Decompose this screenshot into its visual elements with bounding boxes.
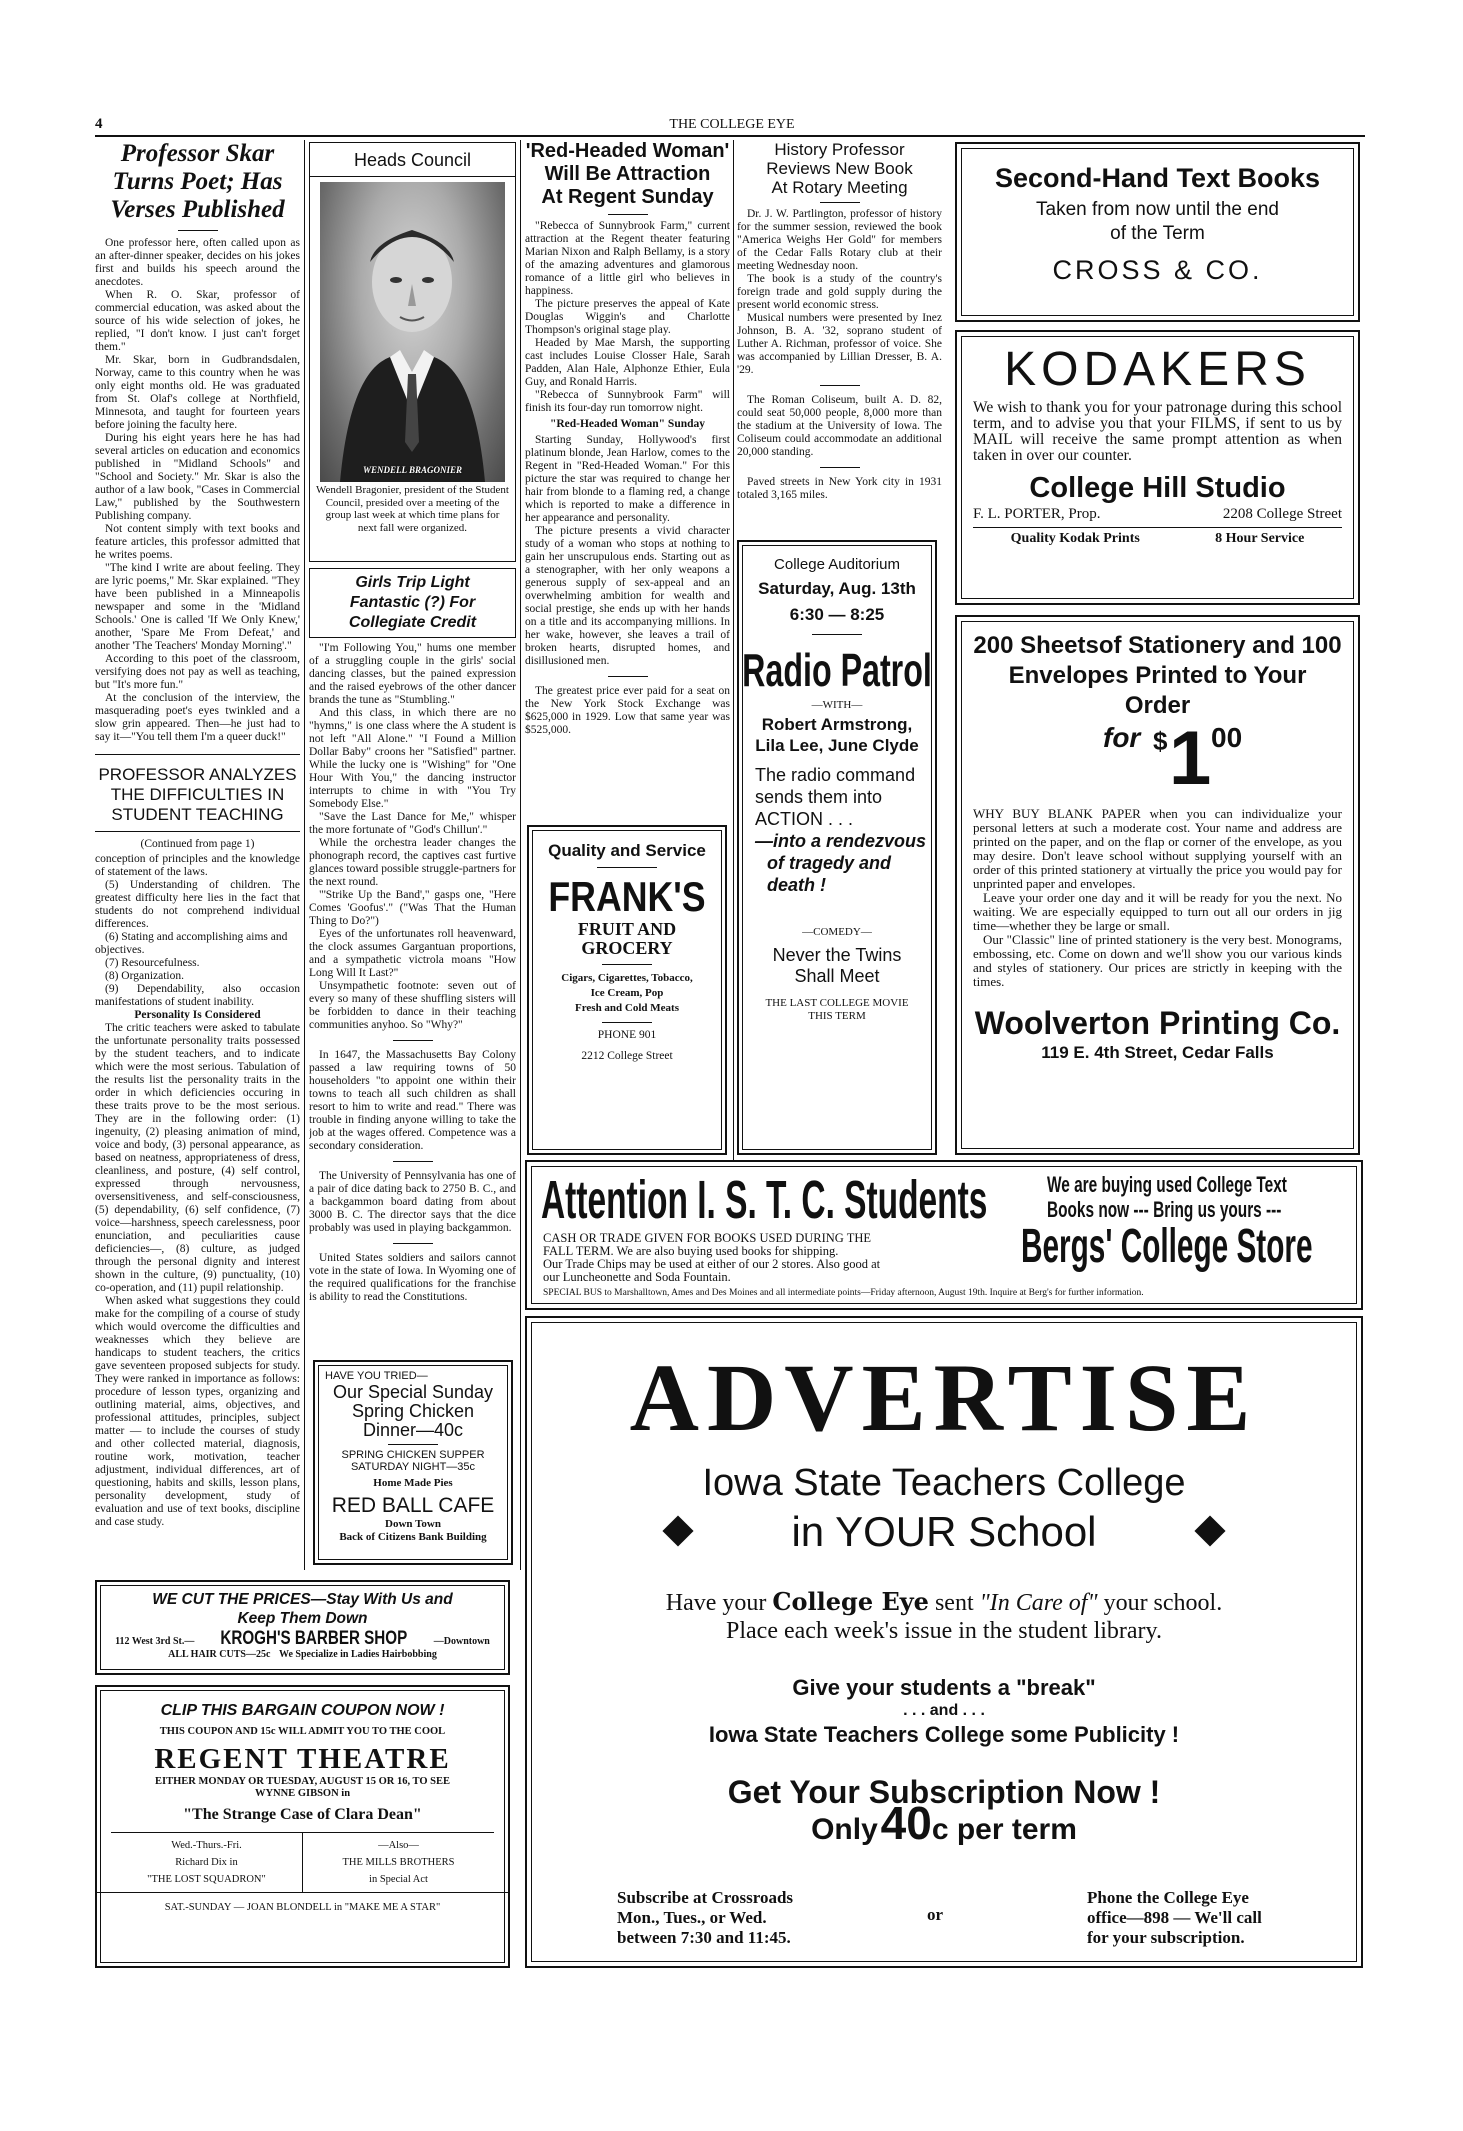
skar-headline-1: Professor Skar [120, 140, 275, 167]
history-headline-3: At Rotary Meeting [771, 178, 908, 197]
woolverton-price-cents: 00 [1211, 722, 1243, 753]
analyzes-item: conception of principles and the knowledge of statement of the laws. [95, 853, 300, 878]
bergs-cash-4: Our Trade Chips may be used at either of our 2 stores. Also good at [543, 1257, 881, 1271]
analyzes-headline-3: STUDENT TEACHING [111, 805, 284, 824]
bergs-cash-3: We are also buying used books for shipping. [616, 1244, 839, 1258]
advertise-care-2: sent [934, 1590, 974, 1616]
cross-line-1: Taken from now until the end [1036, 199, 1279, 220]
auditorium-tagline-3: ACTION . . . [755, 809, 854, 829]
column-rule [733, 140, 734, 1160]
analyzes-item: (9) Dependability, also occasion manifestations of student inability. [95, 983, 300, 1008]
skar-paragraph: One professor here, often called upon as an after-dinner speaker, decides on his jokes first and builds his speech around the anecdotes. [95, 237, 300, 288]
advertise-sub-right-3: for your subscription. [1087, 1928, 1245, 1947]
analyzes-item: (7) Resourcefulness. [105, 957, 200, 969]
redhead-headline-1: 'Red-Headed Woman' [525, 140, 730, 162]
red-ball-special-2: Spring Chicken [351, 1401, 475, 1421]
regent-film: "The Strange Case of Clara Dean" [183, 1806, 422, 1823]
redhead-paragraph-2: The picture presents a vivid character study of a woman who stops at nothing to gain her unscrupulous ends. Starting out as a stenographer, with her only weapons a generous supply of sex-appeal and an overwhelming ambition for wealth and social prestige, she ends up with her hands on a title and its accompanying millions. In her wake, however, she leaves a trail of broken hearts, disrupted homes, and disillusioned men. [525, 525, 730, 667]
auditorium-tagline-it-1: —into a rendezvous [755, 831, 927, 851]
regent-left-1: Wed.-Thurs.-Fri. [171, 1840, 242, 1851]
kodakers-prop: F. L. PORTER, Prop. [973, 506, 1101, 522]
franks-name: FRANK'S [548, 873, 706, 920]
analyzes-continued: (Continued from page 1) [140, 838, 255, 850]
redhead-headline-2: Will Be Attraction [544, 163, 711, 185]
krogh-special: We Specialize in Ladies Hairbobbing [279, 1649, 437, 1660]
regent-right-1: —Also— [378, 1840, 419, 1851]
kodakers-studio: College Hill Studio [1029, 472, 1286, 504]
franks-ad [527, 825, 727, 1155]
girls-paragraph: While the orchestra leader changes the phonograph record, the captives cast furtive glances toward possible struggle-partners for the next round. [309, 837, 516, 888]
advertise-line-2: in YOUR School [791, 1508, 1097, 1555]
advertise-per: c per term [931, 1813, 1077, 1846]
advertise-sub-left-1: Subscribe at Crossroads [617, 1888, 794, 1907]
skar-article [95, 140, 300, 1570]
advertise-title: ADVERTISE [629, 1344, 1259, 1451]
page-number: 4 [95, 116, 103, 132]
auditorium-comedy-title-2: Shall Meet [794, 966, 880, 986]
advertise-care-it: "In Care of" [979, 1590, 1098, 1616]
krogh-name: KROGH'S BARBER SHOP [220, 1628, 408, 1649]
girls-headline-3: Collegiate Credit [348, 614, 477, 631]
cross-company: CROSS & CO. [1052, 255, 1263, 285]
red-ball-pies: Home Made Pies [373, 1477, 453, 1489]
girls-paragraph: Unsympathetic footnote: seven out of every so many of these shuffling sisters will be forbidden to dance in their teaching communities anyhoo. So "Why?" [309, 980, 516, 1031]
skar-headline-2: Turns Poet; Has [112, 168, 283, 195]
cross-ad [955, 142, 1360, 322]
cross-line-2: of the Term [1110, 223, 1205, 244]
kodakers-title: KODAKERS [1004, 343, 1311, 396]
regent-either-1: EITHER MONDAY OR TUESDAY, AUGUST 15 OR 16, TO SEE [155, 1776, 450, 1787]
diamond-icon [1194, 1515, 1225, 1546]
red-ball-ad [313, 1360, 513, 1565]
advertise-price: 40 [880, 1797, 932, 1849]
auditorium-with: —WITH— [811, 699, 863, 711]
regent-right-2: THE MILLS BROTHERS [342, 1857, 455, 1868]
franks-slogan: Quality and Service [548, 841, 706, 860]
auditorium-cast-2: Lila Lee, June Clyde [755, 736, 919, 755]
franks-sub-2: GROCERY [581, 938, 673, 958]
diamond-icon [662, 1515, 693, 1546]
analyzes-headline-1: PROFESSOR ANALYZES [98, 765, 297, 784]
redhead-paragraph-2: Starting Sunday, Hollywood's first platinum blonde, Jean Harlow, comes to the Regent in "Red-Headed Woman." For this picture the star was required to change her hair from blonde to a flaming red, a change which is reported to make a difference in her appearance and personality. [525, 434, 730, 524]
column-rule [304, 140, 305, 1570]
history-paragraph: Musical numbers were presented by Inez Johnson, B. A. '32, soprano student of Luther A. Richman, professor of voice. She was accompanied by Lillian Dresser, B. A. '29. [737, 312, 942, 376]
redhead-paragraph: Headed by Mae Marsh, the supporting cast includes Louise Closser Hale, Sarah Padden, Alan Hale, Alphonze Ethier, Eula Guy, and Ronald Harris. [525, 337, 730, 388]
auditorium-last-2: THIS TERM [808, 1010, 866, 1022]
red-ball-location-2: Back of Citizens Bank Building [339, 1531, 487, 1543]
auditorium-cast-1: Robert Armstrong, [761, 715, 913, 734]
krogh-headline-2: Keep Them Down [237, 1610, 368, 1627]
skar-paragraph: Mr. Skar, born in Gudbrandsdalen, Norway, came to this country when he was only eight months old. He was graduated from St. Olaf's college at Northfield, Minnesota, and taught for fourteen years before joining the faculty here. [95, 354, 300, 431]
advertise-care-1: Have your [665, 1590, 767, 1616]
analyzes-item: (6) Stating and accomplishing aims and objectives. [95, 931, 288, 956]
girls-paragraph: "Save the Last Dance for Me," whisper the more fortunate of "God's Chillun'." [309, 811, 516, 836]
advertise-sub-right-1: Phone the College Eye [1087, 1888, 1249, 1907]
skar-headline-3: Verses Published [110, 196, 285, 223]
advertise-publicity: Iowa State Teachers College some Publicity ! [708, 1722, 1180, 1747]
auditorium-time: 6:30 — 8:25 [789, 605, 885, 624]
auditorium-tagline-it-3: death ! [767, 875, 827, 895]
auditorium-venue: College Auditorium [774, 556, 900, 573]
bergs-attention: Attention I. S. T. C. Students [541, 1170, 988, 1230]
girls-paragraph: And this class, in which there are no "hymns," is one class where the A student is not left "All Alone." "I Found a Million Dollar Baby" croons her "Satisfied" partner. While the lucky one is "Wishing" for "One Hour With You," the dancing instructor interrupts to chime in with "You Try Somebody Else." [309, 707, 516, 810]
franks-address: 2212 College Street [581, 1050, 673, 1062]
history-headline-1: History Professor [774, 140, 905, 159]
header-rule [95, 135, 1365, 137]
streets-note: Paved streets in New York city in 1931 totaled 3,165 miles. [737, 476, 942, 501]
history-headline-2: Reviews New Book [766, 159, 913, 178]
advertise-care-3: your school. [1103, 1590, 1223, 1616]
analyzes-subhead: Personality Is Considered [134, 1009, 261, 1021]
krogh-cuts: ALL HAIR CUTS—25c [168, 1649, 271, 1660]
skar-paragraph: During his eight years here he has had several articles on education and economics published in "Midland Schools" and "School and Society." Mr. Skar is also the author of a law book, "Cases in Commercial Law," published by the Southwestern Publishing company. [95, 432, 300, 522]
woolverton-paragraph: Leave your order one day and it will be ready for you the next. No waiting. We are especially equipped to turn out all our orders in jig time—whether they be large or small. [973, 890, 1342, 933]
girls-headline-2: Fantastic (?) For [349, 594, 476, 611]
regent-sat: SAT.-SUNDAY — JOAN BLONDELL in "MAKE ME A STAR" [97, 1892, 508, 1914]
auditorium-tagline-2: sends them into [755, 787, 883, 807]
skar-paragraph: At the conclusion of the interview, the masquerading poet's eyes twinkled and a slow grin appeared. Then—he just had to say it—"You tell them I'm a queer duck!" [95, 692, 300, 743]
auditorium-tagline-it-2: of tragedy and [767, 853, 892, 873]
advertise-eye: College Eye [772, 1587, 929, 1616]
auditorium-comedy-title-1: Never the Twins [772, 945, 902, 965]
woolverton-price-big: 1 [1169, 716, 1212, 801]
krogh-ad [95, 1580, 510, 1675]
redhead-paragraph: "Rebecca of Sunnybrook Farm" will finish its four-day run tomorrow night. [525, 389, 730, 414]
girls-headline-box [309, 568, 516, 638]
girls-paragraph: Eyes of the unfortunates roll heavenward, the clock assumes Gargantuan proportions, and a sympathetic victrola moans "How Long Will It Last?" [309, 928, 516, 979]
regent-coupon [95, 1685, 510, 1968]
advertise-get: Get Your Subscription Now ! [727, 1774, 1161, 1810]
analyzes-paragraph: The critic teachers were asked to tabulate the unfortunate personality traits possessed by the student teachers, and to indicate which were the most serious. Tabulation of the results list the personality traits in the order in which deficiencies occuring in these traits prove to be the most serious. They are in the following order: (1) ingenuity, (2) pleasing animation of mind, voice and body, (3) personal appearance, as based on neatness, appropriateness of dress, cleanliness, and posture, (4) self control, expressed through nervousness, oversensitiveness, and self-consciousness, (5) dependability, (6) self confidence, (7) voice—harshness, speech carelessness, poor enunciation, and peculiarities cause deficiencies—, (8) culture, as judged through the personal dignity and interest shown in the culture, (9) punctuality, (10) co-operation, and (11) pupil relationship. [95, 1022, 300, 1294]
woolverton-paragraph: Our "Classic" line of printed stationery is the very best. Monograms, embossing, etc. Come on down and we'll show you our various kinds and styles of stationery. Our prices are strictly in keeping with the times. [973, 932, 1342, 989]
regent-left-3: "THE LOST SQUADRON" [147, 1874, 266, 1885]
history-paragraph: Dr. J. W. Partlington, professor of history for the summer session, reviewed the book "America Weighs Her Gold" for members of the Cedar Falls Rotary club at their meeting Wednesday noon. [737, 208, 942, 272]
auditorium-last-1: THE LAST COLLEGE MOVIE [765, 997, 909, 1009]
krogh-headline-1: WE CUT THE PRICES—Stay With Us and [152, 1591, 453, 1608]
redhead-article [525, 140, 730, 820]
auditorium-ad [737, 540, 937, 1155]
cross-title: Second-Hand Text Books [994, 163, 1321, 193]
krogh-downtown: —Downtown [433, 1636, 490, 1647]
kodakers-address: 2208 College Street [1222, 506, 1342, 522]
analyzes-item: (5) Understanding of children. The greatest difficulty here lies in the fact that students do not comprehend individual differences. [95, 879, 300, 930]
krogh-address: 112 West 3rd St.— [115, 1636, 195, 1647]
girls-paragraph-2: The University of Pennsylvania has one of a pair of dice dating back to 2750 B. C., and a backgammon board dating from about 3000 B. C. The director says that the dice probably was used in playing backgammon. [309, 1170, 516, 1234]
skar-paragraph: According to this poet of the classroom, versifying does not pay as well as teaching, but "It's more fun." [95, 653, 300, 691]
franks-goods-2: Ice Cream, Pop [590, 987, 664, 999]
redhead-subhead: "Red-Headed Woman" Sunday [549, 418, 706, 430]
bergs-cash-5: our Luncheonette and Soda Fountain. [543, 1270, 731, 1284]
girls-headline-1: Girls Trip Light [355, 574, 470, 591]
red-ball-supper-2: SATURDAY NIGHT—35c [350, 1461, 476, 1473]
advertise-sub-left-3: between 7:30 and 11:45. [617, 1928, 791, 1947]
regent-admit: THIS COUPON AND 15c WILL ADMIT YOU TO THE COOL [159, 1726, 446, 1737]
woolverton-name: Woolverton Printing Co. [974, 1005, 1341, 1041]
woolverton-for: for [1103, 722, 1141, 753]
bergs-buying-1: We are buying used College Text [1047, 1172, 1287, 1197]
kodakers-prints: Quality Kodak Prints [1010, 531, 1140, 546]
column-rule [520, 140, 521, 1570]
kodakers-body: We wish to thank you for your patronage during this school term, and to advise you that your FILMS, if sent to us by MAIL will receive the same prompt attention as when taken in over our counter. [973, 399, 1342, 464]
bergs-cash-1: CASH OR TRADE GIVEN FOR BOOKS USED DURING THE [543, 1231, 872, 1245]
advertise-or: or [927, 1905, 944, 1924]
portrait-illustration [320, 182, 505, 482]
regent-right-3: in Special Act [369, 1874, 428, 1885]
auditorium-film: Radio Patrol [742, 644, 932, 696]
red-ball-location-1: Down Town [385, 1518, 441, 1530]
advertise-line-1: Iowa State Teachers College [702, 1462, 1186, 1504]
red-ball-top: HAVE YOU TRIED— [325, 1370, 428, 1382]
skar-paragraph: When R. O. Skar, professor of commercial education, was asked about the source of his wide selection of jokes, he replied, "I don't know. I just can't forget them." [95, 289, 300, 353]
council-photo [320, 182, 505, 482]
franks-goods-3: Fresh and Cold Meats [575, 1002, 679, 1014]
auditorium-date: Saturday, Aug. 13th [758, 579, 916, 598]
kodakers-service: 8 Hour Service [1215, 531, 1305, 546]
red-ball-name: RED BALL CAFE [331, 1494, 495, 1517]
advertise-and: . . . and . . . [903, 1702, 985, 1719]
skar-paragraph: "The kind I write are about feeling. They are lyric poems," Mr. Skar explained. "They have been published in a Minneapolis newspaper and some in the 'Midland Schools.' One is called 'If We Only Knew,' another, 'Spare Me From Defeat,' and another 'The Teachers' Monday Morning'." [95, 562, 300, 652]
bergs-cash-2: FALL TERM. [543, 1244, 614, 1258]
franks-goods-1: Cigars, Cigarettes, Tobacco, [561, 972, 693, 984]
newspaper-title: THE COLLEGE EYE [669, 117, 795, 132]
woolverton-paragraph: WHY BUY BLANK PAPER when you can individualize your personal letters at such a moderate cost. Your name and address are printed on the paper, and on the flap or corner of the envelope, as you may desire. Don't leave school without supplying yourself with an order of this printed stationery at virtually the price you would pay for unprinted paper and envelopes. [973, 806, 1342, 891]
girls-paragraph-2: In 1647, the Massachusetts Bay Colony passed a law requiring towns of 50 householders "to appoint one within their towns to teach all such children as shall resort to him to write and read." There was trouble in finding anyone willing to take the job at the wages offered. Competence was a secondary consideration. [309, 1049, 516, 1152]
franks-sub-1: FRUIT AND [577, 919, 677, 939]
bergs-store: Bergs' College Store [1021, 1220, 1313, 1273]
history-paragraph: The book is a study of the country's foreign trade and gold supply during the present world economic stress. [737, 273, 942, 311]
kodakers-ad [955, 330, 1360, 605]
analyzes-paragraph: When asked what suggestions they could make for the compiling of a course of study which would overcome the difficulties and weaknesses which they believe are handicaps to student teachers, the critics gave seventeen proposed subjects for study. They were ranked in importance as follows: procedure of lesson types, organizing and outlining material, aims, objectives, and professional attitudes, principles, subject matter — to include the courses of study and other collected material, diagnosis, routine work, motivation, teacher adjustment, individual differences, art of questioning, habits and skills, lesson plans, personality development, study of evaluation and use of text books, discipline and case study. [95, 1295, 300, 1528]
coliseum-note: The Roman Coliseum, built A. D. 82, could seat 50,000 people, 8,000 more than the stadium at the University of Iowa. The Coliseum could accommodate an additional 20,000 standing. [737, 394, 942, 458]
woolverton-address: 119 E. 4th Street, Cedar Falls [1041, 1043, 1274, 1062]
red-ball-special-3: Dinner—40c [362, 1420, 464, 1440]
advertise-sub-left-2: Mon., Tues., or Wed. [617, 1908, 767, 1927]
analyzes-headline-2: THE DIFFICULTIES IN [110, 785, 285, 804]
council-title: Heads Council [353, 150, 472, 170]
bergs-special: SPECIAL BUS to Marshalltown, Ames and Des Moines and all intermediate points—Friday afternoon, August 19th. Inquire at Berg's for further information. [543, 1288, 1144, 1298]
woolverton-headline-1: 200 Sheetsof Stationery and 100 [973, 632, 1342, 659]
girls-paragraph: "'Strike Up the Band'," gasps one, "Here Comes 'Goofus'." ("Was That the Human Thing to Do?") [309, 889, 516, 927]
regent-left-2: Richard Dix in [175, 1857, 238, 1868]
regent-name: REGENT THEATRE [154, 1743, 451, 1775]
girls-paragraph: "I'm Following You," hums one member of a struggling couple in the girls' social dancing classes, but the pained expression and the raised eyebrows of the other dancer brands the tune as "Stumbling." [309, 642, 516, 706]
woolverton-ad [955, 615, 1360, 1155]
franks-phone: PHONE 901 [597, 1029, 657, 1041]
woolverton-headline-2: Envelopes Printed to Your Order [1008, 662, 1307, 719]
skar-paragraph: Not content simply with text books and feature articles, this professor admitted that he writes poems. [95, 523, 300, 561]
advertise-sub-right-2: office—898 — We'll call [1087, 1908, 1262, 1927]
history-article [737, 140, 942, 535]
bergs-ad [525, 1160, 1363, 1310]
redhead-paragraph: The picture preserves the appeal of Kate Douglas Wiggin's and Charlotte Thompson's original stage play. [525, 298, 730, 336]
auditorium-tagline-1: The radio command [755, 765, 916, 785]
red-ball-supper-1: SPRING CHICKEN SUPPER [341, 1449, 485, 1461]
advertise-ad [525, 1316, 1363, 1968]
advertise-place: Place each week's issue in the student library. [726, 1618, 1162, 1644]
woolverton-dollar: $ [1153, 726, 1168, 756]
advertise-give: Give your students a "break" [792, 1675, 1096, 1700]
stock-exchange-note: The greatest price ever paid for a seat on the New York Stock Exchange was $625,000 in 1929. Low that same year was $525,000. [525, 685, 730, 736]
redhead-paragraph: "Rebecca of Sunnybrook Farm," current attraction at the Regent theater featuring Marian Nixon and Ralph Bellamy, is a story of the amazing adventures and glamorous romance of a little girl who believes in happiness. [525, 220, 730, 297]
red-ball-special-1: Our Special Sunday [332, 1382, 494, 1402]
advertise-only: Only [811, 1813, 878, 1846]
girls-paragraph-2: United States soldiers and sailors cannot vote in the state of Iowa. In Wyoming one of the required qualifications for the franchise is ability to read the Constitutions. [309, 1252, 516, 1303]
bergs-buying-2: Books now --- Bring us yours --- [1047, 1197, 1282, 1222]
heads-council-box [309, 142, 516, 562]
redhead-headline-3: At Regent Sunday [541, 186, 714, 208]
council-caption: Wendell Bragonier, president of the Student Council, presided over a meeting of the group last week at which time plans for next fall were organized. [316, 484, 509, 534]
regent-either-2: WYNNE GIBSON in [254, 1788, 351, 1799]
regent-clip: CLIP THIS BARGAIN COUPON NOW ! [160, 1702, 445, 1719]
auditorium-comedy: —COMEDY— [802, 926, 872, 938]
photo-signature: WENDELL BRAGONIER [363, 465, 462, 475]
analyzes-item: (8) Organization. [105, 970, 184, 982]
